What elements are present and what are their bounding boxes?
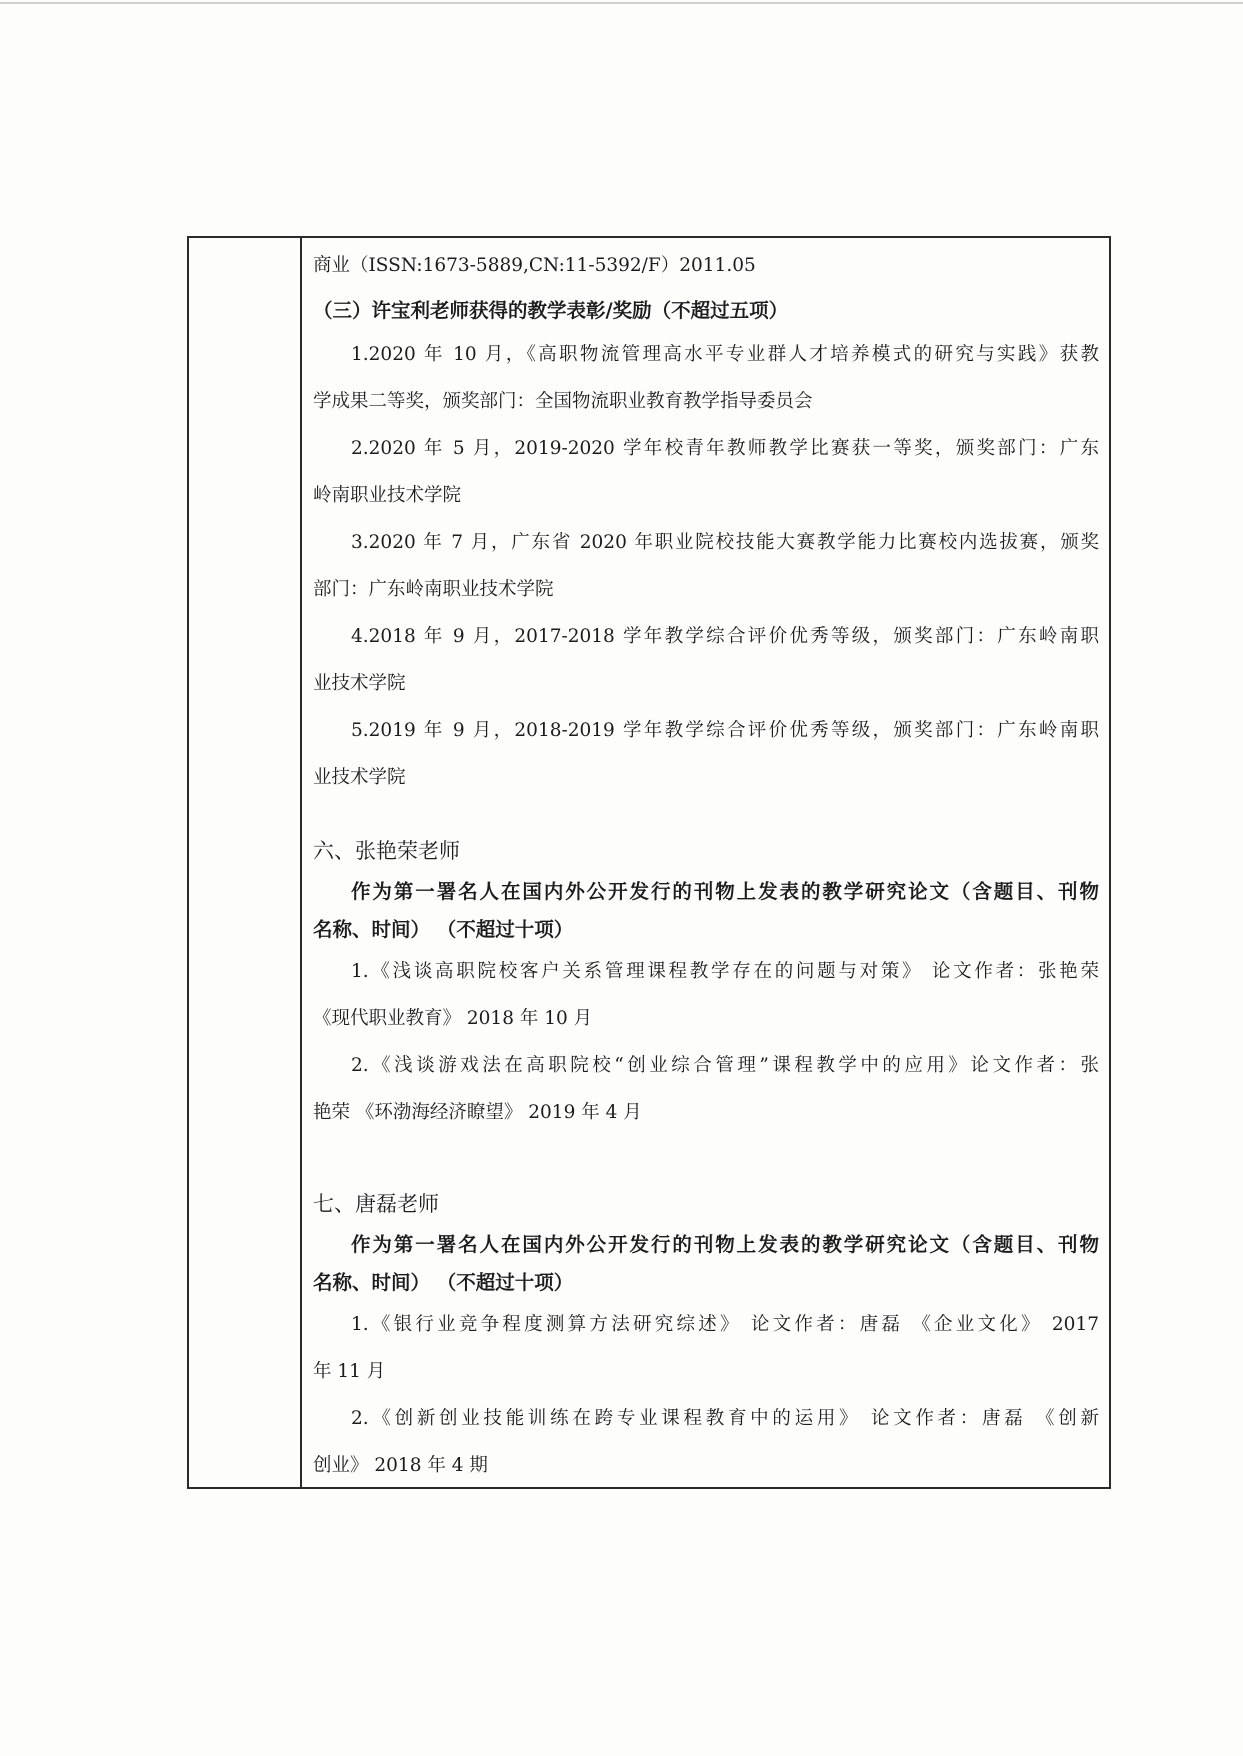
paper-item-line2: 艳荣 《环渤海经济瞭望》 2019 年 4 月 xyxy=(313,1102,642,1123)
award-item-line1: 1.2020 年 10 月，《高职物流管理高水平专业群人才培养模式的研究与实践》获教 xyxy=(351,344,1099,365)
award-item-line1: 5.2019 年 9 月，2018-2019 学年教学综合评价优秀等级，颁奖部门：广东岭南职 xyxy=(351,720,1099,741)
section-subheading-line2: 名称、时间） （不超过十项） xyxy=(313,918,574,941)
award-item-line2: 业技术学院 xyxy=(313,673,406,694)
award-item-line1: 3.2020 年 7 月，广东省 2020 年职业院校技能大赛教学能力比赛校内选拔赛，颁奖 xyxy=(351,532,1099,553)
scan-top-edge xyxy=(0,2,1243,4)
paper-item-line2: 《现代职业教育》 2018 年 10 月 xyxy=(313,1008,593,1029)
paper-item-line1: 2.《创新创业技能训练在跨专业课程教育中的运用》 论文作者：唐磊 《创新 xyxy=(351,1408,1099,1429)
form-table xyxy=(187,236,1111,1489)
award-item-line2: 业技术学院 xyxy=(313,767,406,788)
paper-item-line2: 创业》 2018 年 4 期 xyxy=(313,1455,488,1476)
paper-item-line1: 1.《银行业竞争程度测算方法研究综述》 论文作者：唐磊 《企业文化》 2017 xyxy=(351,1314,1099,1335)
award-item-line2: 部门：广东岭南职业技术学院 xyxy=(313,579,554,600)
continuation-line: 商业（ISSN:1673-5889,CN:11-5392/F）2011.05 xyxy=(313,255,756,276)
label-column xyxy=(189,238,302,1487)
award-item-line2: 岭南职业技术学院 xyxy=(313,485,462,506)
section-subheading-line1: 作为第一署名人在国内外公开发行的刊物上发表的教学研究论文（含题目、刊物 xyxy=(351,1233,1099,1256)
section-subheading-line2: 名称、时间） （不超过十项） xyxy=(313,1271,574,1294)
section-heading-tang: 七、唐磊老师 xyxy=(313,1192,439,1216)
paper-item-line2: 年 11 月 xyxy=(313,1361,386,1382)
award-item-line2: 学成果二等奖，颁奖部门：全国物流职业教育教学指导委员会 xyxy=(313,391,813,412)
award-item-line1: 2.2020 年 5 月，2019-2020 学年校青年教师教学比赛获一等奖，颁奖部门：广东 xyxy=(351,438,1099,459)
paper-item-line1: 2.《浅谈游戏法在高职院校“创业综合管理”课程教学中的应用》论文作者：张 xyxy=(351,1055,1099,1076)
paper-item-line1: 1.《浅谈高职院校客户关系管理课程教学存在的问题与对策》 论文作者：张艳荣 xyxy=(351,961,1099,982)
award-item-line1: 4.2018 年 9 月，2017-2018 学年教学综合评价优秀等级，颁奖部门：广东岭南职 xyxy=(351,626,1099,647)
section-heading-zhang: 六、张艳荣老师 xyxy=(313,839,460,863)
awards-heading: （三）许宝利老师获得的教学表彰/奖励（不超过五项） xyxy=(313,299,789,322)
section-subheading-line1: 作为第一署名人在国内外公开发行的刊物上发表的教学研究论文（含题目、刊物 xyxy=(351,880,1099,903)
